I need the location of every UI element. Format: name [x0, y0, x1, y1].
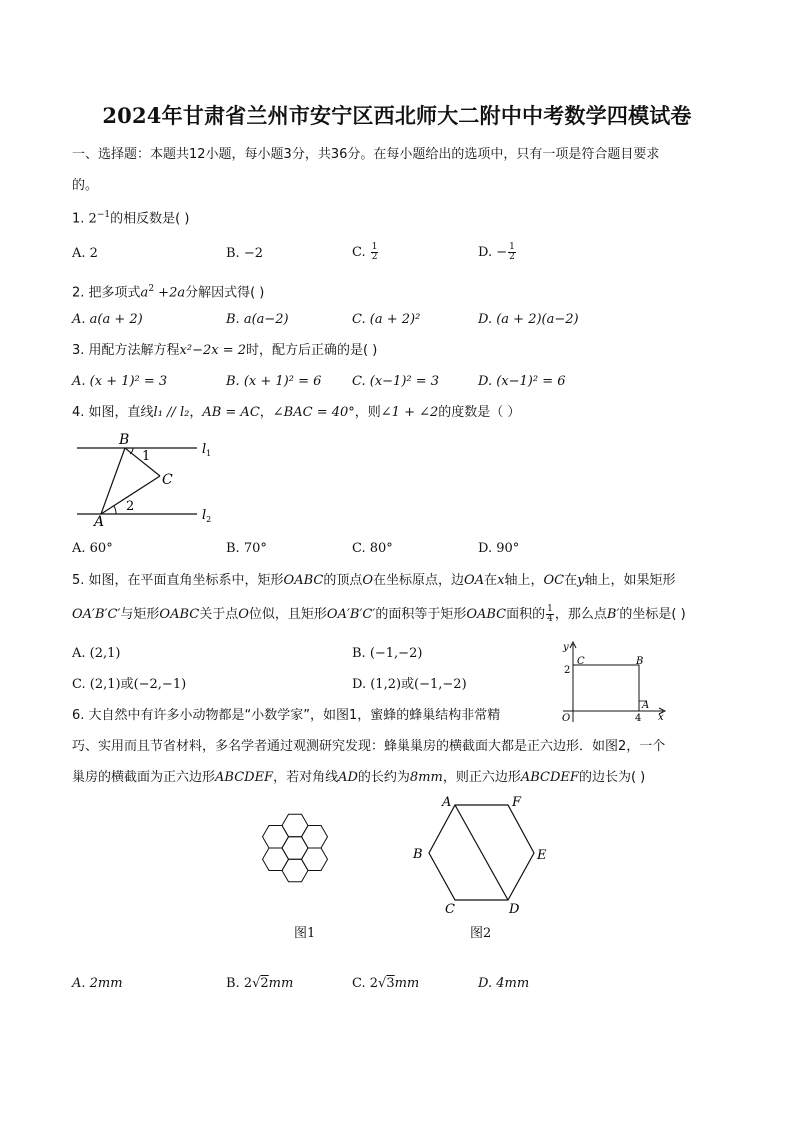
label-d: D [509, 902, 520, 915]
question-6-line2: 巧、实用而且节省材料，多名学者通过观测研究发现：蜂巢巢房的横截面大都是正六边形．如图2，一个 [72, 739, 666, 754]
rectangle-oabc [573, 665, 639, 711]
question-5-line1: 5. 如图，在平面直角坐标系中，矩形OABC的顶点O在坐标原点，边OA在x轴上，OC在y轴上，如果矩形 [72, 573, 676, 588]
hexagon-figure [408, 793, 558, 915]
q6-option-b: B. 2√2mm [226, 976, 294, 991]
label-e: E [537, 848, 547, 863]
label-c: C [162, 472, 173, 488]
label-c: C [577, 656, 585, 667]
label-l2: $l_2$ [202, 508, 212, 524]
honeycomb-cell [282, 859, 308, 882]
axis-label-x: x [658, 712, 664, 723]
label-angle-1: 1 [142, 449, 151, 464]
q1-option-b: B. −2 [226, 246, 263, 261]
tick-label-4: 4 [635, 713, 642, 724]
q4-option-d: D. 90° [478, 541, 520, 556]
section-header-line1: 一、选择题：本题共12小题，每小题3分，共36分。在每小题给出的选项中，只有一项是符合题目要求 [72, 147, 660, 162]
q1-option-a: A. 2 [72, 246, 98, 261]
label-angle-2: 2 [126, 499, 135, 514]
tick-label-2: 2 [564, 665, 571, 676]
q3-option-c: C. (x−1)² = 3 [352, 374, 440, 389]
q3-option-b: B. (x + 1)² = 6 [226, 374, 322, 389]
question-1-stem: 1. $2^{-1}$的相反数是( ) [72, 210, 190, 227]
label-l1: $l_1$ [202, 442, 212, 458]
honeycomb-cell [302, 848, 328, 871]
q4-option-c: C. 80° [352, 541, 393, 556]
label-a: A [442, 795, 452, 810]
angle-2-arc [114, 506, 116, 514]
label-c: C [445, 902, 455, 915]
q6-option-a: A. 2mm [72, 976, 123, 991]
q2-option-d: D. (a + 2)(a−2) [478, 312, 579, 327]
label-b: B [636, 656, 644, 667]
q5-coordinate-figure [555, 638, 675, 726]
figure-2-caption: 图2 [470, 926, 492, 941]
axis-label-y: y [563, 642, 569, 653]
honeycomb-cell [263, 826, 289, 849]
segment-ab [101, 448, 125, 514]
honeycomb-figure [240, 806, 350, 890]
page-title: 2024年甘肃省兰州市安宁区西北师大二附中中考数学四模试卷 [102, 103, 692, 128]
label-f: F [512, 795, 522, 810]
label-a: A [94, 514, 105, 530]
q5-option-a: A. (2,1) [72, 646, 121, 661]
question-6-line3: 巢房的横截面为正六边形ABCDEF，若对角线AD的长约为8mm，则正六边形ABCDEF的边长为( ) [72, 770, 646, 785]
label-b: B [413, 847, 423, 862]
section-header-line2: 的。 [72, 178, 99, 193]
question-4-stem: 4. 如图，直线l₁ // l₂，AB = AC，∠BAC = 40°，则∠1 + ∠2的度数是（ ） [72, 405, 521, 420]
label-b: B [119, 432, 130, 448]
q2-option-b: B. a(a−2) [226, 312, 289, 327]
q4-parallel-lines-figure [72, 428, 222, 530]
question-3-stem: 3. 用配方法解方程x²−2x = 2时，配方后正确的是( ) [72, 343, 378, 358]
honeycomb-cell [282, 837, 308, 860]
q3-option-a: A. (x + 1)² = 3 [72, 374, 168, 389]
q1-option-d: D. − $\frac{1}{2}$ [478, 242, 515, 262]
q5-option-d: D. (1,2)或(−1,−2) [352, 677, 467, 692]
q4-option-a: A. 60° [72, 541, 113, 556]
label-o: O [562, 713, 571, 724]
q5-option-c: C. (2,1)或(−2,−1) [72, 677, 187, 692]
honeycomb-cell [263, 848, 289, 871]
question-6-line1: 6. 大自然中有许多小动物都是“小数学家”，如图1，蜜蜂的蜂巢结构非常精 [72, 708, 501, 723]
q1-option-c: C. $\frac{1}{2}$ [352, 242, 378, 262]
honeycomb-cell [302, 826, 328, 849]
q5-option-b: B. (−1,−2) [352, 646, 423, 661]
honeycomb-cell [282, 814, 308, 837]
q6-option-d: D. 4mm [478, 976, 530, 991]
figure-1-caption: 图1 [294, 926, 316, 941]
label-a: A [642, 700, 650, 711]
q2-option-a: A. a(a + 2) [72, 312, 143, 327]
q6-option-c: C. 2√3mm [352, 976, 420, 991]
q3-option-d: D. (x−1)² = 6 [478, 374, 566, 389]
diagonal-ad [455, 805, 508, 900]
q4-option-b: B. 70° [226, 541, 267, 556]
question-2-stem: 2. 把多项式$a^2 +2a$分解因式得( ) [72, 284, 265, 301]
question-5-line2: OA′B′C′与矩形OABC关于点O位似，且矩形OA′B′C′的面积等于矩形OABC面积的 $\frac{1}{4}$ ，那么点B′的坐标是( ) [72, 604, 686, 624]
angle-1-arc [130, 448, 133, 454]
q2-option-c: C. (a + 2)² [352, 312, 421, 327]
